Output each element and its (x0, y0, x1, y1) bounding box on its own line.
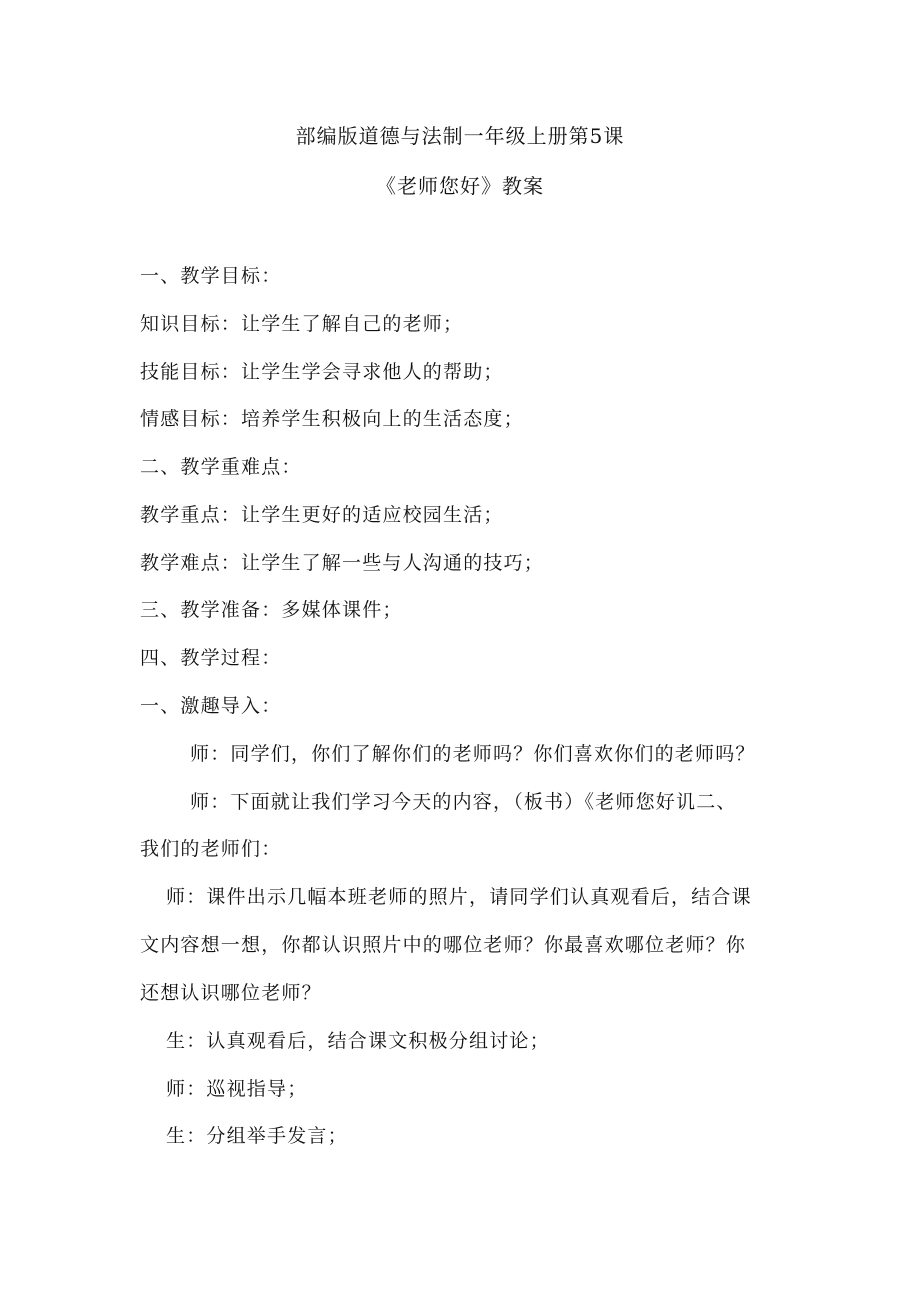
paragraph-line: 教学难点：让学生了解一些与人沟通的技巧； (140, 552, 545, 574)
paragraph-line: 知识目标：让学生了解自己的老师； (140, 313, 464, 335)
subsection-heading-intro: 一、激趣导入： (140, 695, 282, 717)
paragraph-line: 我们的老师们： (140, 838, 282, 860)
paragraph-line: 教学重点：让学生更好的适应校园生活； (140, 504, 504, 526)
paragraph-line: 还想认识哪位老师？ (140, 982, 322, 1004)
section-heading-process: 四、教学过程： (140, 647, 282, 669)
paragraph-line: 生：分组举手发言； (166, 1125, 348, 1147)
section-heading-key-points: 二、教学重难点： (140, 456, 302, 478)
paragraph-line: 师：巡视指导； (166, 1078, 308, 1100)
paragraph-line: 师：下面就让我们学习今天的内容，（板书）《老师您好讥二、 (190, 791, 737, 813)
paragraph-line: 文内容想一想，你都认识照片中的哪位老师？你最喜欢哪位老师？你 (140, 934, 747, 956)
section-heading-objectives: 一、教学目标： (140, 265, 282, 287)
document-title: 部编版道德与法制一年级上册第5课 (295, 124, 625, 148)
paragraph-line: 师：课件出示几幅本班老师的照片，请同学们认真观看后，结合课 (166, 886, 752, 908)
paragraph-line: 师：同学们，你们了解你们的老师吗？你们喜欢你们的老师吗？ (190, 743, 756, 765)
paragraph-line: 生：认真观看后，结合课文积极分组讨论； (166, 1030, 550, 1052)
paragraph-line: 情感目标：培养学生积极向上的生活态度； (140, 408, 524, 430)
document-subtitle: 《老师您好》教案 (376, 174, 544, 198)
paragraph-line: 技能目标：让学生学会寻求他人的帮助； (140, 361, 504, 383)
section-heading-preparation: 三、教学准备：多媒体课件； (140, 599, 403, 621)
